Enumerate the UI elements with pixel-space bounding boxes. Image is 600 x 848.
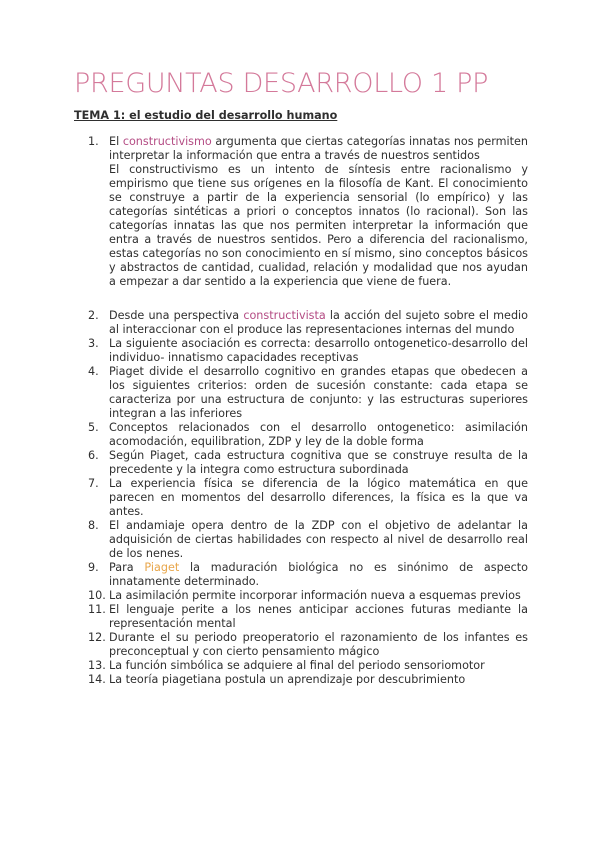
item-number: 8. — [88, 519, 99, 532]
list-item-6 — [0, 449, 600, 477]
item-text: Desde una perspectiva constructivista la acción del sujeto sobre el medio al interaccionar con el produce las representaciones internas del mundo — [109, 309, 528, 336]
item-number: 12. — [88, 631, 106, 644]
item-text: La siguiente asociación es correcta: desarrollo ontogenetico-desarrollo del individuo- innatismo capacidades receptivas — [109, 337, 528, 364]
item-number: 14. — [88, 673, 106, 686]
list-item-7 — [0, 477, 600, 519]
list-item-13 — [0, 659, 600, 673]
highlight-term: constructivismo — [122, 135, 212, 148]
item-number: 2. — [88, 309, 99, 322]
item-text: La experiencia física se diferencia de la lógico matemática en que parecen en momentos del desarrollo diferences, la física es la que va antes. — [109, 477, 528, 518]
list-item-5 — [0, 421, 600, 449]
item-number: 11. — [88, 603, 106, 616]
item-explanation: El constructivismo es un intento de síntesis entre racionalismo y empirismo que tiene sus orígenes en la filosofía de Kant. El conocimiento se construye a partir de la experiencia sensorial (lo empírico) y las categorías sintéticas a priori o conceptos innatos (lo racional). Son las categorías innatas las que nos permiten interpretar la información que entra a través de nuestros sentidos. Pero a diferencia del racionalismo, estas categorías no son conocimiento en sí mismo, sino conceptos básicos y abstractos de cantidad, cualidad, relación y modalidad que nos ayudan a empezar a dar sentido a la experiencia que viene de fuera. — [109, 163, 528, 288]
item-number: 6. — [88, 449, 99, 462]
spacer — [0, 289, 600, 303]
list-item-12 — [0, 631, 600, 659]
question-list — [0, 135, 600, 687]
list-item-3 — [0, 337, 600, 365]
list-item-14 — [0, 673, 600, 687]
item-text: El andamiaje opera dentro de la ZDP con el objetivo de adelantar la adquisición de ciertas habilidades con respecto al nivel de desarrollo real de los nenes. — [109, 519, 528, 560]
page-title: PREGUNTAS DESARROLLO 1 PP — [74, 68, 489, 99]
item-text: Según Piaget, cada estructura cognitiva que se construye resulta de la precedente y la integra como estructura subordinada — [109, 449, 528, 476]
item-text: Piaget divide el desarrollo cognitivo en grandes etapas que obedecen a los siguientes criterios: orden de sucesión constante: cada etapa se caracteriza por una estructura de conjunto: y las estructuras superiores integran a las inferiores — [109, 365, 528, 420]
item-number: 5. — [88, 421, 99, 434]
item-text: La teoría piagetiana postula un aprendizaje por descubrimiento — [109, 673, 466, 686]
item-number: 9. — [88, 561, 99, 574]
item-text: La función simbólica se adquiere al final del periodo sensoriomotor — [109, 659, 485, 672]
list-item-11 — [0, 603, 600, 631]
list-item-1 — [0, 135, 600, 289]
highlight-term: Piaget — [144, 561, 180, 574]
item-text: El lenguaje perite a los nenes anticipar acciones futuras mediante la representación mental — [109, 603, 528, 630]
list-item-2 — [0, 309, 600, 337]
item-text: El constructivismo argumenta que ciertas categorías innatas nos permiten interpretar la información que entra a través de nuestros sentidos — [109, 135, 528, 162]
item-number: 4. — [88, 365, 99, 378]
item-number: 13. — [88, 659, 106, 672]
item-number: 1. — [88, 135, 99, 148]
list-item-4 — [0, 365, 600, 421]
item-number: 7. — [88, 477, 99, 490]
item-number: 10. — [88, 589, 106, 602]
list-item-8 — [0, 519, 600, 561]
item-text: La asimilación permite incorporar información nueva a esquemas previos — [109, 589, 521, 602]
item-text: Para Piaget la maduración biológica no es sinónimo de aspecto innatamente determinado. — [109, 561, 528, 588]
item-number: 3. — [88, 337, 99, 350]
section-heading: TEMA 1: el estudio del desarrollo humano — [74, 109, 338, 122]
item-text: Durante el su periodo preoperatorio el razonamiento de los infantes es preconceptual y con cierto pensamiento mágico — [109, 631, 528, 658]
list-item-9 — [0, 561, 600, 589]
item-text: Conceptos relacionados con el desarrollo ontogenetico: asimilación acomodación, equilibration, ZDP y ley de la doble forma — [109, 421, 528, 448]
list-item-10 — [0, 589, 600, 603]
highlight-term: constructivista — [243, 309, 326, 322]
